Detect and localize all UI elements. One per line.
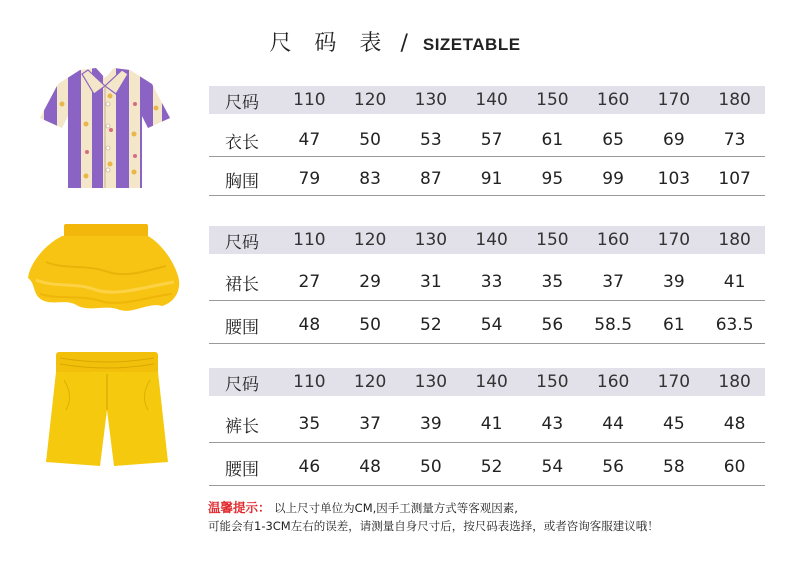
- header-label: 尺码: [225, 92, 259, 113]
- row-label: 裤长: [225, 416, 259, 437]
- row-divider: [209, 343, 765, 344]
- note-line-1: 以上尺寸单位为CM,因手工测量方式等客观因素,: [274, 501, 518, 515]
- row-label: 腰围: [225, 459, 259, 480]
- value-cell: 50: [359, 315, 381, 335]
- size-cell: 120: [353, 230, 387, 250]
- size-cell: 140: [475, 372, 508, 392]
- size-cell: 120: [353, 372, 387, 392]
- value-cell: 37: [359, 414, 381, 434]
- value-cell: 61: [541, 130, 564, 150]
- size-cell: 180: [718, 372, 751, 392]
- size-cell: 160: [596, 90, 630, 110]
- title-cn: 尺 码 表: [269, 31, 390, 56]
- row-label: 腰围: [225, 317, 259, 338]
- size-cell: 110: [293, 90, 326, 110]
- value-cell: 47: [298, 130, 321, 150]
- value-cell: 52: [420, 315, 442, 335]
- row-label: 衣长: [225, 132, 259, 153]
- value-cell: 33: [480, 272, 503, 292]
- value-cell: 39: [663, 272, 685, 292]
- size-cell: 140: [475, 230, 508, 250]
- shorts-image: [44, 350, 170, 470]
- value-cell: 35: [298, 414, 321, 434]
- value-cell: 58: [663, 457, 685, 477]
- size-cell: 110: [293, 372, 326, 392]
- header-label: 尺码: [225, 232, 259, 253]
- row-label: 胸围: [225, 171, 259, 192]
- value-cell: 60: [723, 457, 746, 477]
- value-cell: 69: [663, 130, 685, 150]
- table-row: [209, 165, 765, 193]
- value-cell: 53: [420, 130, 442, 150]
- size-note-line-2: [208, 518, 659, 534]
- value-cell: 39: [420, 414, 442, 434]
- size-cell: 150: [536, 230, 569, 250]
- table-header-row: [209, 368, 765, 396]
- size-cell: 170: [657, 230, 691, 250]
- size-cell: 180: [718, 230, 751, 250]
- size-cell: 110: [293, 230, 326, 250]
- size-cell: 130: [414, 230, 448, 250]
- size-cell: 160: [596, 372, 630, 392]
- page-title: [0, 26, 790, 57]
- size-table-shorts: [209, 368, 765, 486]
- value-cell: 31: [420, 272, 442, 292]
- table-row: [209, 410, 765, 438]
- value-cell: 48: [723, 414, 746, 434]
- row-label: 裙长: [225, 274, 259, 295]
- value-cell: 57: [480, 130, 503, 150]
- size-cell: 160: [596, 230, 630, 250]
- table-header-row: [209, 226, 765, 254]
- size-table-shirt: [209, 86, 765, 196]
- value-cell: 54: [541, 457, 564, 477]
- value-cell: 79: [298, 169, 321, 189]
- size-cell: 180: [718, 90, 751, 110]
- header-label: 尺码: [225, 374, 259, 395]
- title-slash: /: [400, 31, 412, 56]
- table-row: [209, 453, 765, 481]
- value-cell: 29: [359, 272, 381, 292]
- size-cell: 170: [657, 372, 691, 392]
- value-cell: 103: [657, 169, 691, 189]
- value-cell: 27: [298, 272, 321, 292]
- value-cell: 91: [480, 169, 503, 189]
- value-cell: 48: [298, 315, 321, 335]
- tutu-skirt-image: [26, 222, 184, 314]
- size-cell: 150: [536, 90, 569, 110]
- value-cell: 46: [298, 457, 321, 477]
- table-row: [209, 126, 765, 154]
- note-line-2: 可能会有1-3CM左右的误差，请测量自身尺寸后，按尺码表选择，或者咨询客服建议哦！: [208, 519, 659, 533]
- value-cell: 87: [420, 169, 442, 189]
- size-table-skirt: [209, 226, 765, 344]
- value-cell: 83: [359, 169, 381, 189]
- value-cell: 44: [602, 414, 624, 434]
- value-cell: 35: [541, 272, 564, 292]
- value-cell: 56: [602, 457, 624, 477]
- size-cell: 130: [414, 372, 448, 392]
- value-cell: 63.5: [715, 315, 754, 335]
- value-cell: 50: [420, 457, 442, 477]
- value-cell: 73: [723, 130, 746, 150]
- shirt-image: [36, 64, 174, 194]
- table-row: [209, 311, 765, 339]
- value-cell: 48: [359, 457, 381, 477]
- value-cell: 58.5: [594, 315, 633, 335]
- value-cell: 107: [718, 169, 751, 189]
- value-cell: 54: [480, 315, 503, 335]
- value-cell: 61: [663, 315, 685, 335]
- value-cell: 65: [602, 130, 624, 150]
- value-cell: 99: [602, 169, 624, 189]
- value-cell: 50: [359, 130, 381, 150]
- title-en: SIZETABLE: [422, 35, 521, 54]
- size-cell: 120: [353, 90, 387, 110]
- note-highlight: 温馨提示：: [208, 500, 271, 515]
- size-cell: 140: [475, 90, 508, 110]
- row-divider: [209, 195, 765, 196]
- size-cell: 130: [414, 90, 448, 110]
- row-divider: [209, 485, 765, 486]
- value-cell: 56: [541, 315, 564, 335]
- table-header-row: [209, 86, 765, 114]
- value-cell: 52: [480, 457, 503, 477]
- value-cell: 37: [602, 272, 624, 292]
- value-cell: 41: [480, 414, 503, 434]
- value-cell: 41: [723, 272, 746, 292]
- size-cell: 170: [657, 90, 691, 110]
- value-cell: 45: [663, 414, 685, 434]
- value-cell: 43: [541, 414, 564, 434]
- value-cell: 95: [541, 169, 564, 189]
- size-cell: 150: [536, 372, 569, 392]
- size-note: [208, 498, 518, 516]
- table-row: [209, 268, 765, 296]
